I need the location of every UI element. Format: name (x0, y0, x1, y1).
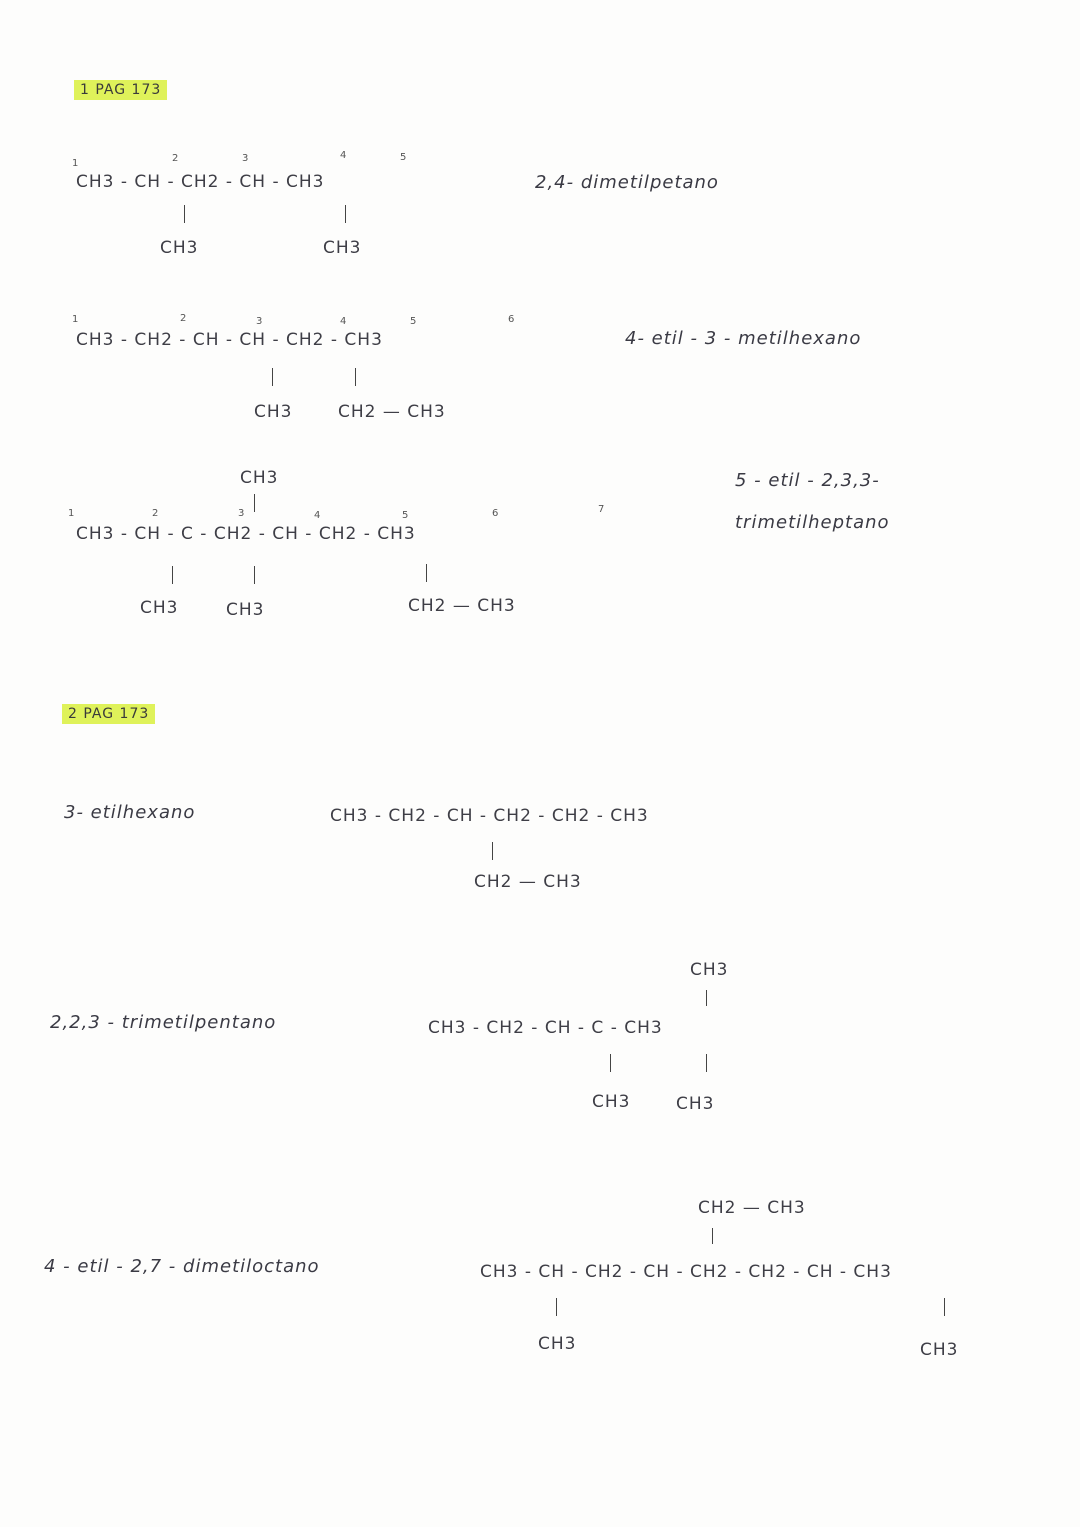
carbon-number: 5 (410, 316, 417, 327)
bond (426, 564, 427, 582)
top-substituent: CH3 (690, 960, 729, 980)
substituent: CH3 (676, 1094, 715, 1114)
carbon-number: 6 (492, 508, 499, 519)
substituent: CH3 (592, 1092, 631, 1112)
carbon-number: 4 (340, 316, 347, 327)
compound-name-1: 2,4- dimetilpetano (535, 172, 719, 193)
compound-name-3-line1: 5 - etil - 2,3,3- (735, 470, 880, 491)
compound-name-3-line2: trimetilheptano (735, 512, 890, 533)
compound-name-4: 3- etilhexano (64, 802, 196, 823)
main-chain-1: CH3 - CH - CH2 - CH - CH3 (76, 172, 325, 192)
main-chain-5: CH3 - CH2 - CH - C - CH3 (428, 1018, 663, 1038)
bond (944, 1298, 945, 1316)
carbon-number: 4 (314, 510, 321, 521)
bond (172, 566, 173, 584)
carbon-number: 2 (172, 153, 179, 164)
compound-name-2: 4- etil - 3 - metilhexano (625, 328, 862, 349)
substituent: CH2 — CH3 (338, 402, 446, 422)
carbon-number: 3 (256, 316, 263, 327)
section-header-1: 1 PAG 173 (74, 80, 167, 100)
carbon-number: 7 (598, 504, 605, 515)
substituent: CH2 — CH3 (408, 596, 516, 616)
substituent: CH3 (226, 600, 265, 620)
bond (706, 990, 707, 1006)
carbon-number: 6 (508, 314, 515, 325)
bond (610, 1054, 611, 1072)
main-chain-6: CH3 - CH - CH2 - CH - CH2 - CH2 - CH - CH3 (480, 1262, 892, 1282)
bond (355, 368, 356, 386)
substituent: CH3 (160, 238, 199, 258)
main-chain-3: CH3 - CH - C - CH2 - CH - CH2 - CH3 (76, 524, 416, 544)
carbon-number: 1 (68, 508, 75, 519)
substituent: CH3 (254, 402, 293, 422)
carbon-number: 2 (180, 313, 187, 324)
section-header-2: 2 PAG 173 (62, 704, 155, 724)
bond (184, 205, 185, 223)
substituent: CH3 (323, 238, 362, 258)
carbon-number: 1 (72, 314, 79, 325)
bond (254, 494, 255, 512)
substituent: CH3 (140, 598, 179, 618)
bond (345, 205, 346, 223)
substituent: CH2 — CH3 (474, 872, 582, 892)
compound-name-5: 2,2,3 - trimetilpentano (50, 1012, 277, 1033)
bond (272, 368, 273, 386)
main-chain-2: CH3 - CH2 - CH - CH - CH2 - CH3 (76, 330, 383, 350)
bond (712, 1228, 713, 1244)
bond (706, 1054, 707, 1072)
main-chain-4: CH3 - CH2 - CH - CH2 - CH2 - CH3 (330, 806, 649, 826)
bond (556, 1298, 557, 1316)
carbon-number: 2 (152, 508, 159, 519)
substituent: CH3 (538, 1334, 577, 1354)
bond (492, 842, 493, 860)
substituent: CH3 (920, 1340, 959, 1360)
carbon-number: 3 (238, 508, 245, 519)
top-substituent: CH3 (240, 468, 279, 488)
carbon-number: 4 (340, 150, 347, 161)
carbon-number: 5 (402, 510, 409, 521)
top-substituent: CH2 — CH3 (698, 1198, 806, 1218)
carbon-number: 1 (72, 158, 79, 169)
carbon-number: 5 (400, 152, 407, 163)
carbon-number: 3 (242, 153, 249, 164)
bond (254, 566, 255, 584)
compound-name-6: 4 - etil - 2,7 - dimetiloctano (44, 1256, 320, 1277)
